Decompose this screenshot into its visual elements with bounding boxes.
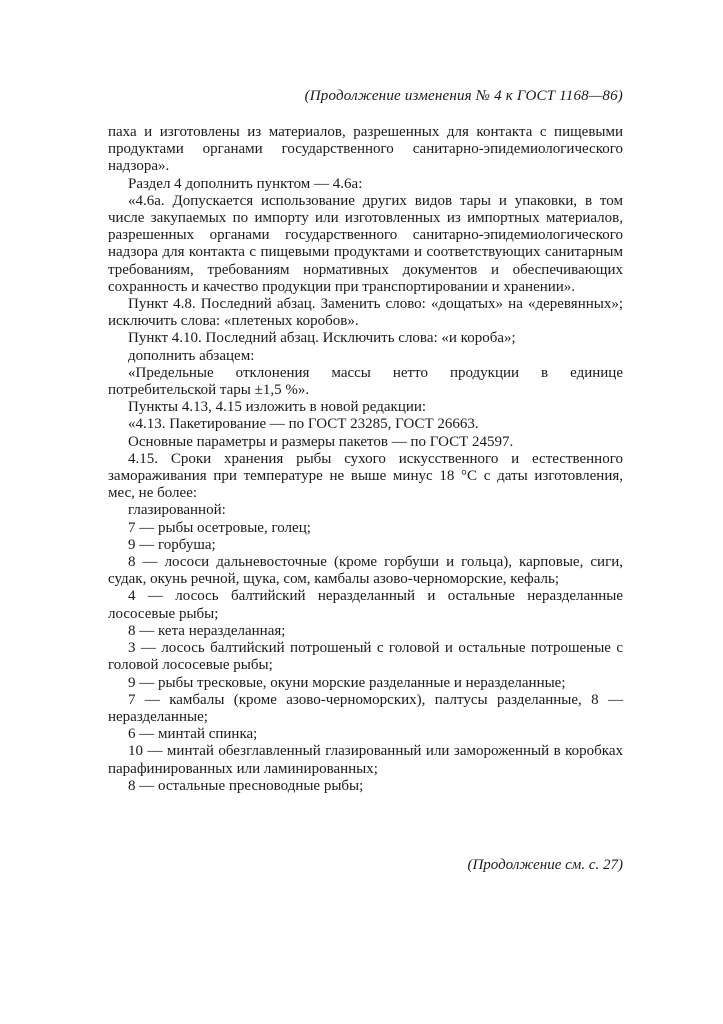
continuation-header: (Продолжение изменения № 4 к ГОСТ 1168—86) [304,88,623,104]
paragraph: Основные параметры и размеры пакетов — по ГОСТ 24597. [128,433,514,450]
paragraph: «4.6а. Допускается использование других видов тары и упаковки, в том числе закупаемых по импорту или изготовленных из импортных материалов, разрешенных органами государственного санитарно-эпидемиологического надзора для контакта с пищевыми продуктами и соответствующих санитарным требованиям, требованиям нормативных документов и обеспечивающих сохранность и качество продукции при транспортировании и хранении». [108,192,623,295]
list-item: 10 — минтай обезглавленный глазированный или замороженный в коробках парафинированных или ламинированных; [108,743,623,777]
list-item: 4 — лосось балтийский неразделанный и остальные неразделанные лососевые рыбы; [108,588,623,622]
list-item: 6 — минтай спинка; [128,726,258,743]
paragraph: «Предельные отклонения массы нетто продукции в единице потребительской тары ±1,5 %». [108,364,623,399]
paragraph: «4.13. Пакетирование — по ГОСТ 23285, ГОСТ 26663. [128,416,479,433]
paragraph: глазированной: [128,502,226,519]
list-item: 7 — камбалы (кроме азово-черноморских), палтусы разделанные, 8 — неразделанные; [108,691,623,725]
list-item: 9 — рыбы тресковые, окуни морские разделанные и неразделанные; [128,674,566,691]
paragraph: Пункт 4.8. Последний абзац. Заменить слово: «дощатых» на «деревянных»; исключить слова: «плетеных коробов». [108,296,623,330]
document-body [108,124,623,795]
paragraph: дополнить абзацем: [128,347,255,364]
paragraph: Пункт 4.10. Последний абзац. Исключить слова: «и короба»; [128,330,516,347]
list-item: 9 — горбуша; [128,536,216,553]
continuation-footer: (Продолжение см. с. 27) [467,857,623,873]
list-item: 7 — рыбы осетровые, голец; [128,519,311,536]
list-item: 3 — лосось балтийский потрошеный с головой и остальные потрошеные с головой лососевые рыбы; [108,640,623,674]
paragraph: Пункты 4.13, 4.15 изложить в новой редакции: [128,399,427,416]
list-item: 8 — остальные пресноводные рыбы; [128,777,364,794]
paragraph: Раздел 4 дополнить пунктом — 4.6а: [128,175,363,192]
list-item: 8 — лососи дальневосточные (кроме горбуши и гольца), карповые, сиги, судак, окунь речной, щука, сом, камбалы азово-черноморские, кефаль; [108,554,623,588]
list-item: 8 — кета неразделанная; [128,622,286,639]
paragraph: 4.15. Сроки хранения рыбы сухого искусственного и естественного замораживания при температуре не выше минус 18 °С с даты изготовления, мес, не более: [108,450,623,502]
paragraph: паха и изготовлены из материалов, разрешенных для контакта с пищевыми продуктами органами государственного санитарно-эпидемиологического надзора». [108,124,623,175]
